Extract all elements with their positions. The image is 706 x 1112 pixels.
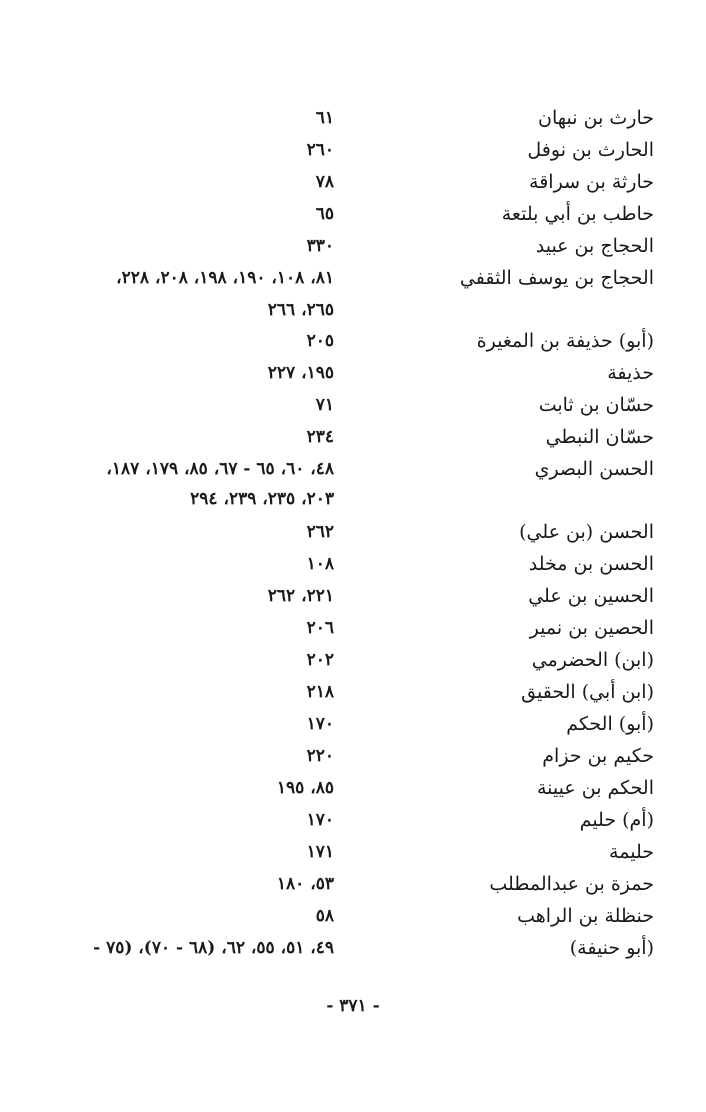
index-entry	[0, 773, 706, 803]
index-entry	[0, 645, 706, 675]
entry-name: حسّان بن ثابت	[538, 394, 654, 416]
index-entry	[0, 581, 706, 611]
entry-pages: ٦١	[315, 108, 334, 128]
entry-pages-continuation: ٢٠٣، ٢٣٥، ٢٣٩، ٢٩٤	[190, 489, 334, 509]
entry-name: الحكم بن عيينة	[536, 777, 654, 799]
entry-pages: ٢٦٢	[306, 522, 334, 542]
entry-name: حاطب بن أبي بلتعة	[501, 203, 654, 225]
entry-name: (أبو حنيفة)	[569, 937, 654, 959]
entry-pages: ١٠٨	[306, 554, 334, 574]
index-entry	[0, 805, 706, 835]
page-number: - ٣٧١ -	[326, 996, 380, 1016]
index-entry	[0, 199, 706, 229]
entry-name: الحسين بن علي	[528, 585, 654, 607]
entry-pages: ٢٠٥	[306, 331, 334, 351]
entry-pages: ١٧٠	[306, 810, 334, 830]
entry-pages: ٧١	[315, 395, 334, 415]
entry-pages: ٢٣٤	[306, 427, 334, 447]
index-entry	[0, 167, 706, 197]
entry-pages: ٢٢٠	[306, 746, 334, 766]
entry-pages: ٢٠٢	[306, 650, 334, 670]
index-entry	[0, 517, 706, 547]
entry-name: الحسن (بن علي)	[519, 521, 654, 543]
index-entry	[0, 135, 706, 165]
index-entry	[0, 231, 706, 261]
entry-pages: ٤٨، ٦٠، ٦٥ - ٦٧، ٨٥، ١٧٩، ١٨٧،	[106, 459, 334, 479]
entry-name: الحجاج بن يوسف الثقفي	[459, 267, 654, 289]
entry-pages: ٨١، ١٠٨، ١٩٠، ١٩٨، ٢٠٨، ٢٢٨،	[116, 268, 334, 288]
index-entry	[0, 390, 706, 420]
index-entry	[0, 933, 706, 963]
entry-name: الحسن بن مخلد	[528, 553, 654, 575]
entry-name: (أبو) حذيفة بن المغيرة	[476, 330, 654, 352]
entry-pages: ١٧١	[306, 842, 334, 862]
entry-pages: ٢٦٠	[306, 140, 334, 160]
entry-pages-continuation: ٢٦٥، ٢٦٦	[267, 300, 334, 320]
entry-pages: ٦٥	[315, 204, 334, 224]
entry-name: (أبو) الحكم	[566, 713, 654, 735]
index-entry	[0, 549, 706, 579]
index-entry	[0, 326, 706, 356]
entry-name: حسّان النبطي	[545, 426, 654, 448]
entry-name: الحسن البصري	[534, 458, 654, 480]
entry-pages: ٢٠٦	[306, 618, 334, 638]
index-entry-continuation	[0, 295, 706, 325]
entry-name: الحصين بن نمير	[529, 617, 654, 639]
entry-name: حليمة	[609, 841, 654, 863]
entry-name: (ابن) الحضرمي	[531, 649, 654, 671]
entry-name: حذيفة	[607, 362, 654, 384]
index-entry	[0, 869, 706, 899]
entry-name: (ابن أبي) الحقيق	[521, 681, 654, 703]
entry-pages: ٧٨	[315, 172, 334, 192]
index-entry	[0, 422, 706, 452]
entry-pages: ١٧٠	[306, 714, 334, 734]
entry-pages: ٥٨	[315, 906, 334, 926]
index-entry	[0, 741, 706, 771]
entry-pages: ١٩٥، ٢٢٧	[267, 363, 334, 383]
entry-name: حنظلة بن الراهب	[517, 905, 654, 927]
index-entry	[0, 901, 706, 931]
entry-name: الحارث بن نوفل	[527, 139, 654, 161]
entry-pages: ٤٩، ٥١، ٥٥، ٦٢، (٦٨ - ٧٠)، (٧٥ -	[93, 938, 334, 958]
index-entry	[0, 837, 706, 867]
index-entry	[0, 103, 706, 133]
index-entry	[0, 709, 706, 739]
entry-name: (أم) حليم	[579, 809, 654, 831]
entry-pages: ٢٢١، ٢٦٢	[267, 586, 334, 606]
index-entry	[0, 677, 706, 707]
entry-name: الحجاج بن عبيد	[535, 235, 654, 257]
index-entry	[0, 613, 706, 643]
entry-name: حارث بن نبهان	[538, 107, 654, 129]
index-entry	[0, 358, 706, 388]
index-entry	[0, 263, 706, 293]
entry-pages: ٥٣، ١٨٠	[276, 874, 334, 894]
entry-name: حكيم بن حزام	[542, 745, 654, 767]
entry-pages: ٨٥، ١٩٥	[276, 778, 334, 798]
entry-pages: ٣٣٠	[306, 236, 334, 256]
entry-name: حمزة بن عبدالمطلب	[489, 873, 654, 895]
index-entry-continuation	[0, 484, 706, 514]
index-entry	[0, 454, 706, 484]
entry-name: حارثة بن سراقة	[529, 171, 654, 193]
entry-pages: ٢١٨	[306, 682, 334, 702]
